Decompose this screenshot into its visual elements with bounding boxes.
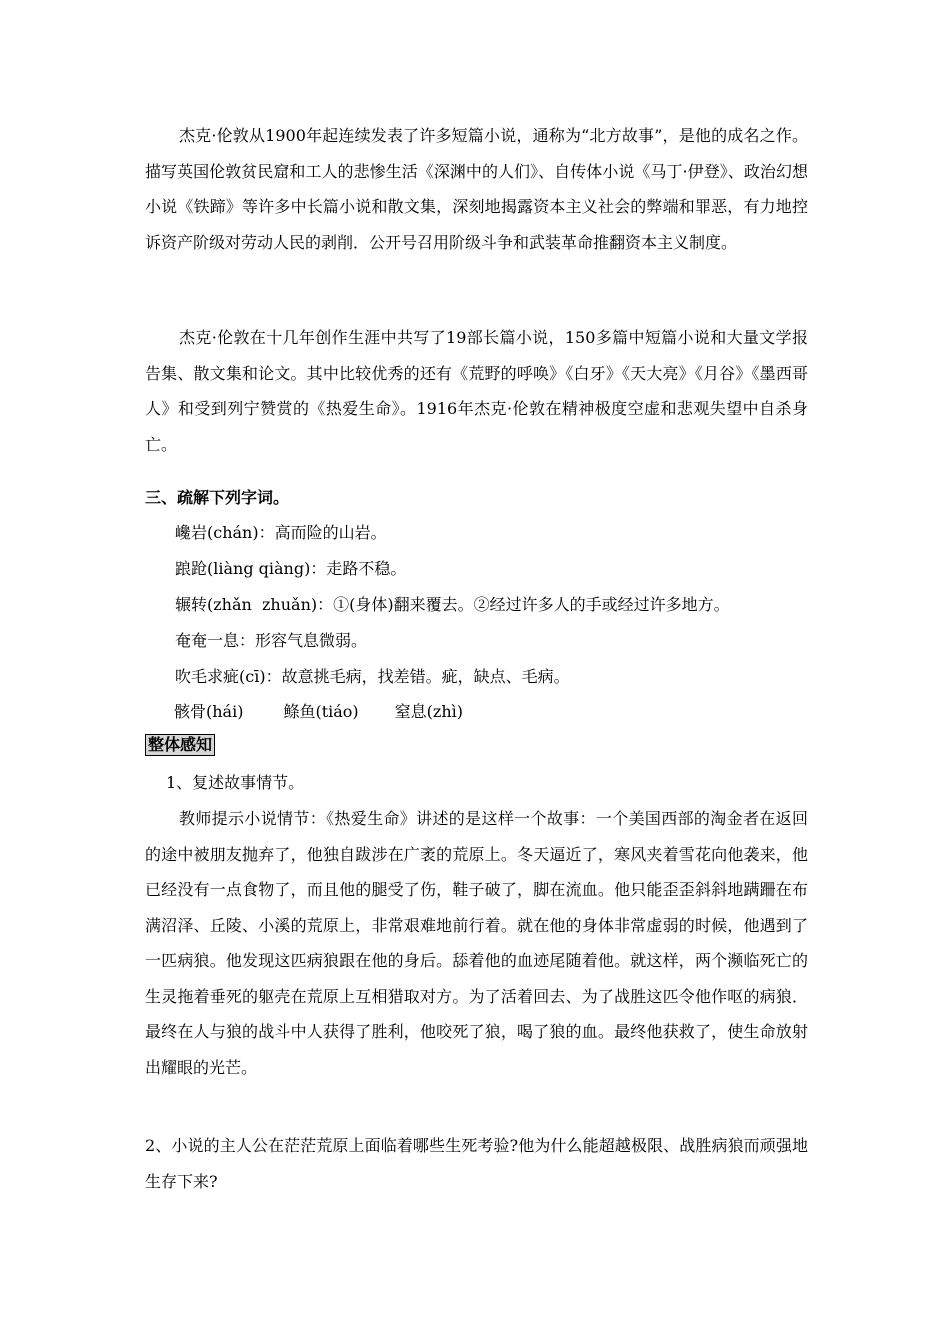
section-heading-vocabulary: 三、疏解下列字词。 [145,488,290,507]
paragraph-plot-summary: 教师提示小说情节：《热爱生命》讲述的是这样一个故事：一个美国西部的淘金者在返回的途中被朋友抛弃了，他独自跋涉在广袤的荒原上。冬天逼近了，寒风夹着雪花向他袭来，他已经没有一点食物了，而且他的腿受了伤，鞋子破了，脚在流血。他只能歪歪斜斜地蹒跚在布满沼泽、丘陵、小溪的荒原上，非常艰难地前行着。就在他的身体非常虚弱的时候，他遇到了一匹病狼。他发现这匹病狼跟在他的身后。舔着他的血迹尾随着他。就这样，两个濒临死亡的生灵拖着垂死的躯壳在荒原上互相猎取对方。为了活着回去、为了战胜这匹令他作呕的病狼．最终在人与狼的战斗中人获得了胜利，他咬死了狼，喝了狼的血。最终他获救了，使生命放射出耀眼的光芒。 [145,809,808,1077]
vocab-item: 吹毛求疵(cī)：故意挑毛病，找差错。疵，缺点、毛病。 [175,667,570,686]
paragraph-jack-london-works: 杰克·伦敦在十几年创作生涯中共写了19部长篇小说，150多篇中短篇小说和大量文学报告集、散文集和论文。其中比较优秀的还有《荒野的呼唤》《白牙》《天大亮》《月谷》《墨西哥人》和受到列宁赞赏的《热爱生命》。1916年杰克·伦敦在精神极度空虚和悲观失望中自杀身亡。 [145,328,808,454]
vocab-inline-row [174,699,463,722]
vocab-item: 巉岩(chán)：高而险的山岩。 [175,523,387,542]
vocab-inline-item: 骸骨(hái) [174,702,244,721]
vocab-item: 奄奄一息：形容气息微弱。 [175,631,368,650]
vocab-item: 踉跄(liàng qiàng)：走路不稳。 [175,559,407,578]
paragraph-jack-london-north-stories: 杰克·伦敦从1900年起连续发表了许多短篇小说，通称为“北方故事”，是他的成名之作。描写英国伦敦贫民窟和工人的悲惨生活《深渊中的人们》、自传体小说《马丁·伊登》、政治幻想小说《铁蹄》等许多中长篇小说和散文集，深刻地揭露资本主义社会的弊端和罪恶，有力地控诉资产阶级对劳动人民的剥削．公开号召用阶级斗争和武装革命推翻资本主义制度。 [145,126,808,252]
question-2: 2、小说的主人公在茫茫荒原上面临着哪些生死考验?他为什么能超越极限、战胜病狼而顽强地生存下来? [145,1136,808,1191]
question-1: 1、复述故事情节。 [166,773,305,792]
section-label-overall-perception: 整体感知 [145,734,215,756]
vocab-inline-item: 鲦鱼(tiáo) [283,702,359,721]
vocab-inline-item: 窒息(zhì) [394,702,464,721]
vocab-item: 辗转(zhǎn zhuǎn)：①(身体)翻来覆去。②经过许多人的手或经过许多地方。 [175,595,730,614]
